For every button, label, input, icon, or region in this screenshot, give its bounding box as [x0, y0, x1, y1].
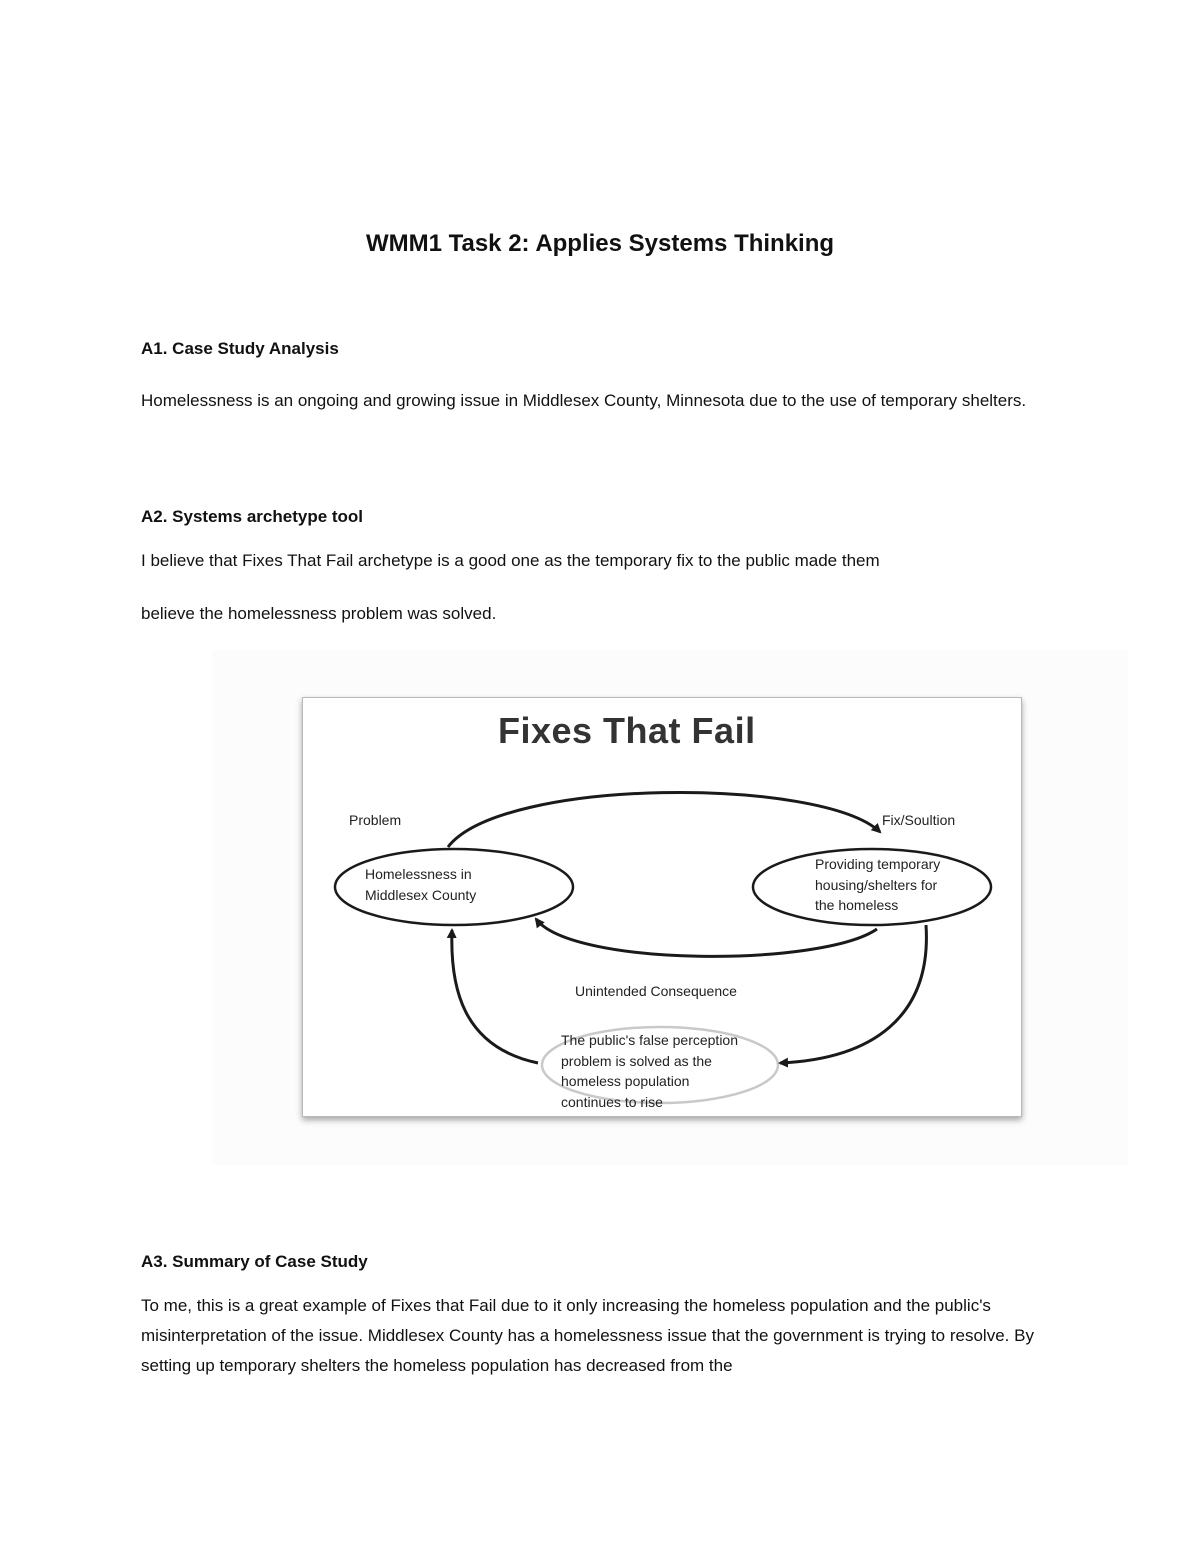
fix-text-line-2: housing/shelters for [815, 877, 938, 893]
consequence-text-line-3: homeless population [561, 1073, 690, 1089]
section-a1-body: Homelessness is an ongoing and growing issue in Middlesex County, Minnesota due to the use of temporary shelters. [141, 391, 1027, 410]
section-a2-body-line-2: believe the homelessness problem was solved. [141, 604, 497, 623]
section-a2-heading: A2. Systems archetype tool [141, 507, 364, 526]
arrow-consequence-to-problem [452, 930, 538, 1063]
arrow-problem-to-fix [448, 792, 880, 847]
diagram-title: Fixes That Fail [498, 710, 756, 751]
problem-text-line-1: Homelessness in [365, 866, 472, 882]
fix-text-line-1: Providing temporary [815, 856, 941, 872]
arrow-fix-to-problem [536, 919, 877, 956]
fix-text-line-3: the homeless [815, 897, 899, 913]
fix-label: Fix/Soultion [882, 812, 956, 828]
consequence-label: Unintended Consequence [575, 983, 737, 999]
document-title: WMM1 Task 2: Applies Systems Thinking [365, 230, 835, 257]
consequence-text-line-4: continues to rise [561, 1094, 663, 1110]
consequence-text-line-2: problem is solved as the [561, 1053, 712, 1069]
problem-text-line-2: Middlesex County [365, 887, 477, 903]
section-a1-heading: A1. Case Study Analysis [141, 339, 339, 358]
section-a2-body-line-1: I believe that Fixes That Fail archetype is a good one as the temporary fix to the public made them [141, 551, 880, 570]
section-a3-heading: A3. Summary of Case Study [141, 1252, 368, 1271]
section-a3-body: To me, this is a great example of Fixes that Fail due to it only increasing the homeless population and the public's misinterpretation of the issue. Middlesex County has a homelessness issue that the government is trying to resolve. By setting up temporary shelters the homeless population has decreased from the [141, 1296, 1034, 1375]
consequence-text-line-1: The public's false perception [561, 1032, 738, 1048]
problem-label: Problem [349, 812, 402, 828]
arrow-fix-to-consequence [780, 925, 926, 1063]
